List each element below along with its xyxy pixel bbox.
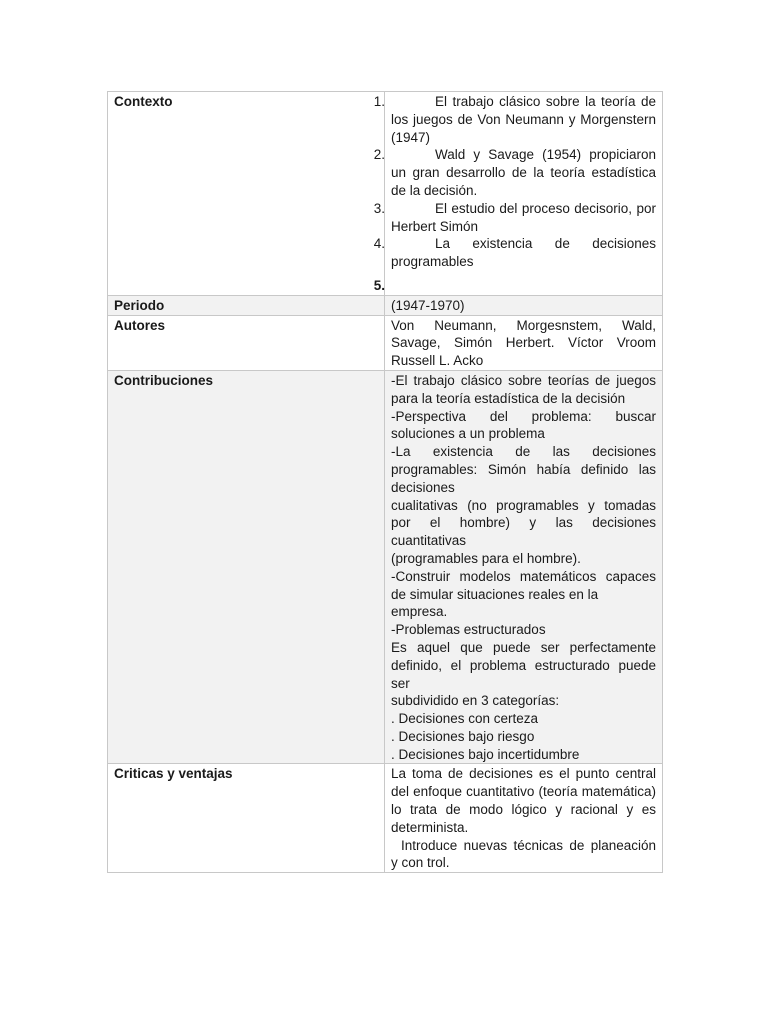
label-contribuciones-text: Contribuciones [114, 372, 214, 388]
periodo-text: (1947-1970) [391, 297, 465, 313]
label-criticas [108, 764, 385, 873]
contribuciones-line: . Decisiones con certeza [391, 711, 539, 727]
contexto-item-4-number: 4. [373, 236, 385, 252]
contribuciones-line: empresa. [391, 604, 448, 620]
label-contexto-text: Contexto [114, 94, 173, 109]
contribuciones-line: . Decisiones bajo riesgo [391, 728, 535, 744]
row-criticas [108, 764, 663, 873]
criticas-paragraph-1: La toma de decisiones es el punto central del enfoque cuantitativo (teoría matemática) lo trata de modo lógico y racional y es determinista. [391, 766, 656, 835]
contexto-list [373, 93, 656, 295]
value-criticas [385, 764, 663, 873]
row-periodo [108, 295, 663, 315]
label-periodo [108, 295, 385, 315]
label-contribuciones [108, 370, 385, 764]
summary-table [107, 91, 663, 873]
contexto-item-2 [373, 146, 656, 199]
contexto-item-1-text: El trabajo clásico sobre la teoría de los juegos de Von Neumann y Morgenstern (1947) [391, 94, 656, 145]
contribuciones-line: -Construir modelos matemáticos capaces de simular situaciones reales en la [391, 568, 656, 602]
contribuciones-line: (programables para el hombre). [391, 550, 581, 566]
contribuciones-line: subdividido en 3 categorías: [391, 693, 560, 709]
contribuciones-line: -El trabajo clásico sobre teorías de juegos para la teoría estadística de la decisión [391, 372, 656, 406]
row-contexto [108, 92, 663, 296]
contexto-item-5-text [391, 278, 395, 293]
contexto-item-2-number: 2. [373, 147, 385, 163]
row-contribuciones [108, 370, 663, 764]
contribuciones-line: cualitativas (no programables y tomadas por el hombre) y las decisiones cuantitativas [391, 497, 656, 549]
contexto-item-3-number: 3. [373, 200, 385, 216]
value-autores [385, 315, 663, 370]
contribuciones-line: -Perspectiva del problema: buscar soluciones a un problema [391, 408, 656, 442]
criticas-paragraph-2: Introduce nuevas técnicas de planeación y con trol. [391, 837, 656, 871]
contexto-item-5-number: 5. [373, 277, 385, 293]
contexto-item-1 [373, 93, 656, 146]
contribuciones-line: Es aquel que puede ser perfectamente definido, el problema estructurado puede ser [391, 639, 656, 691]
value-contribuciones [385, 370, 663, 764]
contexto-item-5 [373, 277, 656, 295]
contexto-item-4 [373, 235, 656, 271]
contexto-item-2-text: Wald y Savage (1954) propiciaron un gran desarrollo de la teoría estadística de la decisión. [391, 147, 656, 198]
autores-text: Von Neumann, Morgesnstem, Wald, Savage, Simón Herbert. Víctor Vroom Russell L. Acko [391, 317, 656, 369]
label-autores [108, 315, 385, 370]
contexto-item-4-text: La existencia de decisiones programables [391, 236, 656, 270]
value-contexto [373, 92, 663, 296]
label-periodo-text: Periodo [114, 297, 165, 313]
contexto-item-3 [373, 200, 656, 236]
value-periodo [385, 295, 663, 315]
label-contexto [108, 92, 385, 296]
label-autores-text: Autores [114, 317, 166, 333]
label-criticas-text: Criticas y ventajas [114, 766, 233, 782]
row-autores [108, 315, 663, 370]
contexto-item-1-number: 1. [373, 94, 385, 109]
contribuciones-line: -La existencia de las decisiones programables: Simón había definido las decisiones [391, 444, 656, 495]
contribuciones-line: . Decisiones bajo incertidumbre [391, 746, 580, 762]
contribuciones-line: -Problemas estructurados [391, 622, 546, 638]
contexto-item-3-text: El estudio del proceso decisorio, por Herbert Simón [391, 200, 656, 234]
